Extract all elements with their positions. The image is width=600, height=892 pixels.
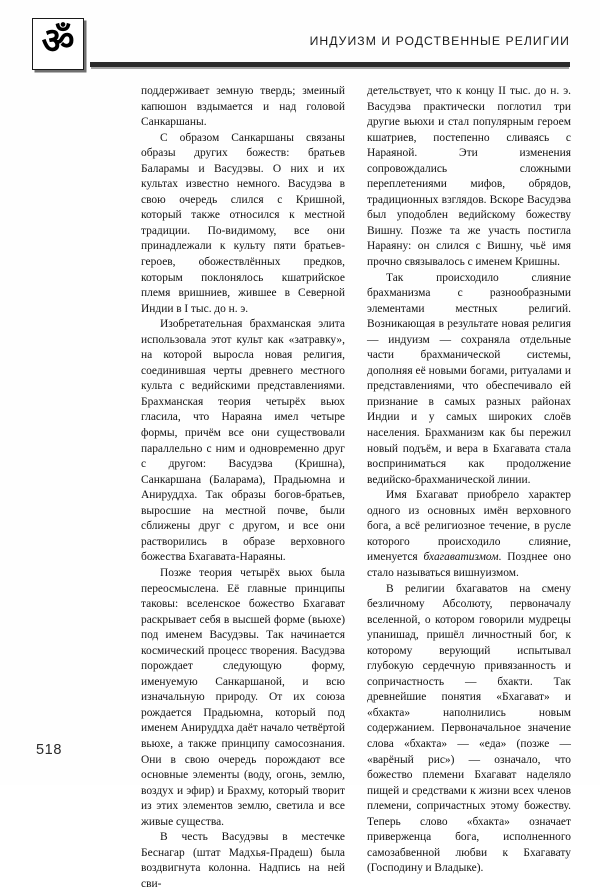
om-icon — [32, 18, 84, 70]
paragraph: поддерживает земную твердь; змеиный капюшон вздымается и над головой Санкаршаны. — [141, 85, 345, 129]
paragraph: В религии бхагаватов на смену безличному Абсолюту, первоначалу вселенной, о котором говорили мудрецы упанишад, пришёл личностный бог, к которому верующий испытывал глубокую сердечную привязанность и сопричастность — бхакти. Так древнейшие понятия «Бхагават» и «бхакта» наполнились новым содержанием. Первоначальное значение слова «бхакта» — «еда» (позже — «варёный рис») — означало, что божество племени Бхагават наделяло пищей и средствами к жизни всех членов племени, сопричастных этому божеству. Теперь слово «бхакта» означает приверженца бога, исполненного самозабвенной любви к Бхагавату (Господину и Владыке). — [367, 582, 571, 875]
paragraph: Имя Бхагават приобрело характер одного из основных имён верховного бога, а всё религиозное течение, в русле которого происходило слияние, именуется бхагаватизмом. Позднее оно стало называться вишнуизмом. — [367, 489, 571, 579]
paragraph: В честь Васудэвы в местечке Беснагар (штат Мадхья-Прадеш) была воздвигнута колонна. Надпись на ней сви- — [141, 831, 345, 890]
text-column-right — [367, 84, 571, 875]
text-column-left — [141, 84, 345, 890]
paragraph: Изобретательная брахманская элита использовала этот культ как «затравку», на которой выросла новая религия, соединившая черты древнего местного культа с ведийскими представлениями. Брахманская теория четырёх вьюх гласила, что Нараяна имел четыре формы, причём все они существовали параллельно с ним и одновременно друг с другом: Васудэва (Кришна), Санкаршана (Баларама), Прадьюмна и Анируддха. Так образы богов-братьев, выросшие на местной почве, были сближены друг с другом, и все они растворились в образе верховного божества Бхагавата-Нараяны. — [141, 318, 345, 564]
header-rule — [90, 62, 570, 67]
paragraph: Так происходило слияние брахманизма с разнообразными элементами местных религий. Возникающая в результате новая религия — индуизм — сохраняла отдельные части брахманической системы, дополняя её новыми богами, ритуалами и представлениями, что обеспечивало ей признание в самых разных районах Индии и у самых широких слоёв населения. Брахманизм как бы пережил новый подъём, и вера в Бхагавата стала восприниматься как продолжение ведийско-брахманической линии. — [367, 271, 571, 486]
running-head — [32, 18, 570, 70]
paragraph: детельствует, что к концу II тыс. до н. э. Васудэва практически поглотил три другие вьюхи и стал популярным героем кшатриев, постепенно сливаясь с Нараяной. Эти изменения сопровождались сложными переплетениями мифов, обрядов, традиционных взглядов. Вскоре Васудэва был уподоблен ведийскому божеству Вишну. Позже та же участь постигла Нараяну: он слился с Вишну, чьё имя прочно связывалось с именем Кришны. — [367, 85, 571, 269]
page-number: 518 — [36, 742, 62, 758]
om-glyph: ॐ — [41, 21, 75, 62]
body-text — [141, 84, 571, 890]
paragraph: Позже теория четырёх вьюх была переосмыслена. Её главные принципы таковы: вселенское божество Бхагават раскрывает себя в высшей форме (вьюхе) под именем Васудэвы. Так начинается космический процесс творения. Васудэва порождает следующую форму, именуемую Санкаршаной, и всю изначальную природу. От их союза рождается Прадьюмна, который под именем Анируддха даёт начало четвёртой вьюхе, а также принципу самосознания. Они в свою очередь порождают все основные элементы (воду, огонь, землю, воздух и эфир) и Брахму, который творит из этих элементов землю, светила и все живые существа. — [141, 566, 345, 828]
page-title: ИНДУИЗМ И РОДСТВЕННЫЕ РЕЛИГИИ — [309, 34, 570, 48]
paragraph: С образом Санкаршаны связаны образы других божеств: братьев Баларамы и Васудэвы. О них и их культах известно немного. Васудэва в свою очередь слился с Кришной, который также относился к местной традиции. По-видимому, все они принадлежали к культу пяти братьев-героев, обожествлённых предков, которым поклонялось кшатрийское племя вришниев, жившее в Северной Индии в I тыс. до н. э. — [141, 131, 345, 315]
